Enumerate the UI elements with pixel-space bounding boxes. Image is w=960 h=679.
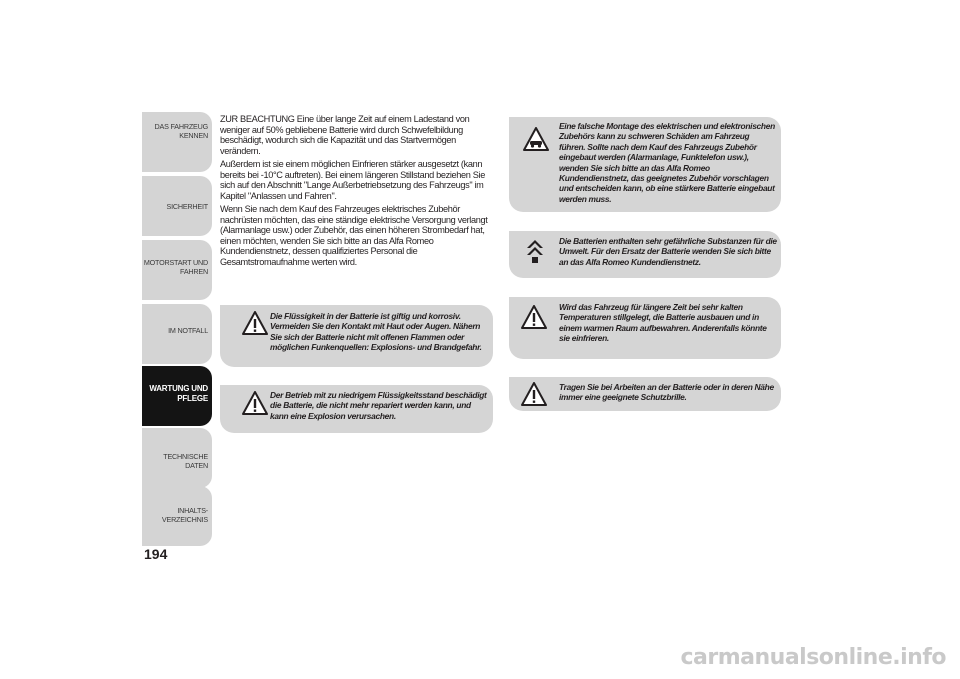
paragraph: Wenn Sie nach dem Kauf des Fahrzeuges elektrisches Zubehör nachrüsten möchten, das eine ständige elektrische Versorgung verlangt (Alarmanlage usw.) oder Zubehör, das einen höheren Strombedarf hat, einen möchten, wenden Sie sich bitte an das Alfa Romeo Kundendienstnetz, dessen qualifiziertes Personal die Gesamtstromaufnahme werten wird. bbox=[220, 204, 488, 267]
tab-label: DAS FAHRZEUG bbox=[154, 122, 208, 131]
warning-text: Tragen Sie bei Arbeiten an der Batterie oder in deren Nähe immer eine geeignete Schutzbrille. bbox=[559, 382, 774, 403]
tab-label: SICHERHEIT bbox=[166, 202, 208, 211]
paragraph: Außerdem ist sie einem möglichen Einfrieren stärker ausgesetzt (kann bereits bei -10°C auftreten). Bei einem längeren Stillstand beziehen Sie sich auf den Abschnitt "Lange Außerbetriebsetzung des Fahrzeugs" im Kapitel "Anlassen und Fahren". bbox=[220, 159, 485, 201]
tab-label: IM NOTFALL bbox=[168, 326, 208, 335]
tab-im-notfall[interactable] bbox=[142, 304, 212, 364]
warning-text-content: Die Flüssigkeit in der Batterie ist giftig und korrosiv. Vermeiden Sie den Kontakt mit Haut oder Augen. Nähern Sie sich der Batterie nicht mit offenen Flammen oder möglichen Funkenquellen: Explosions- und Brandgefahr. bbox=[270, 311, 482, 353]
warning-text bbox=[511, 302, 777, 344]
tab-label: INHALTS- bbox=[177, 506, 208, 515]
watermark: carmanualsonline.info bbox=[680, 645, 946, 670]
tab-technische-daten[interactable] bbox=[142, 428, 212, 488]
warning-box-accessories bbox=[509, 117, 781, 212]
warning-box-goggles bbox=[509, 377, 781, 411]
warning-triangle-icon bbox=[242, 391, 268, 415]
warning-box-acid bbox=[220, 305, 493, 367]
tab-label: FAHREN bbox=[180, 267, 208, 276]
warning-triangle-icon bbox=[521, 382, 547, 406]
warning-box-low-level bbox=[220, 385, 493, 433]
tab-sicherheit[interactable] bbox=[142, 176, 212, 236]
page-number: 194 bbox=[144, 546, 168, 562]
warning-text bbox=[513, 121, 777, 204]
warning-text-content: Eine falsche Montage des elektrischen und elektronischen Zubehörs kann zu schweren Schäden am Fahrzeug führen. Sollte nach dem Kauf des Fahrzeugs Zubehör eingebaut werden (Alarmanlage, Funktelefon usw.), wenden Sie sich bitte an das Alfa Romeo Kundendienstnetz, das geeignetes Zubehör vorschlagen und entscheiden kann, ob eine stärkere Batterie eingebaut werden muss. bbox=[559, 121, 775, 204]
environment-text: Die Batterien enthalten sehr gefährliche Substanzen für die Umwelt. Für den Ersatz der Batterie wenden Sie sich bitte an das Alfa Romeo Kundendienstnetz. bbox=[559, 236, 777, 267]
tab-label: WARTUNG UND bbox=[149, 384, 208, 393]
tab-label: PFLEGE bbox=[177, 394, 208, 403]
tab-inhaltsverzeichnis[interactable] bbox=[142, 486, 212, 546]
tab-wartung-und-pflege[interactable] bbox=[142, 366, 212, 426]
warning-text: Der Betrieb mit zu niedrigem Flüssigkeitsstand beschädigt die Batterie, die nicht mehr repariert werden kann, und kann eine Explosion verursachen. bbox=[270, 390, 487, 421]
environment-box bbox=[509, 231, 781, 278]
warning-text-content: Wird das Fahrzeug für längere Zeit bei sehr kalten Temperaturen stillgelegt, die Batterie ausbauen und in einem warmen Raum aufbewahren. Anderenfalls könnte sie einfrieren. bbox=[559, 302, 767, 344]
body-text bbox=[220, 114, 494, 270]
recycling-icon bbox=[521, 237, 549, 265]
tab-motorstart-und-fahren[interactable] bbox=[142, 240, 212, 300]
tab-label: VERZEICHNIS bbox=[161, 515, 208, 524]
tab-das-fahrzeug-kennen[interactable] bbox=[142, 112, 212, 172]
tab-label: KENNEN bbox=[179, 131, 208, 140]
warning-text bbox=[230, 311, 490, 353]
warning-box-cold bbox=[509, 297, 781, 359]
paragraph: ZUR BEACHTUNG Eine über lange Zeit auf einem Ladestand von weniger auf 50% gebliebene Batterie wird durch Schwefelbildung beschädigt, wodurch sich die Kapazität und das Startvermögen verändern. bbox=[220, 114, 470, 156]
tab-label: TECHNISCHE DATEN bbox=[163, 452, 208, 470]
tab-label: MOTORSTART UND bbox=[143, 258, 208, 267]
